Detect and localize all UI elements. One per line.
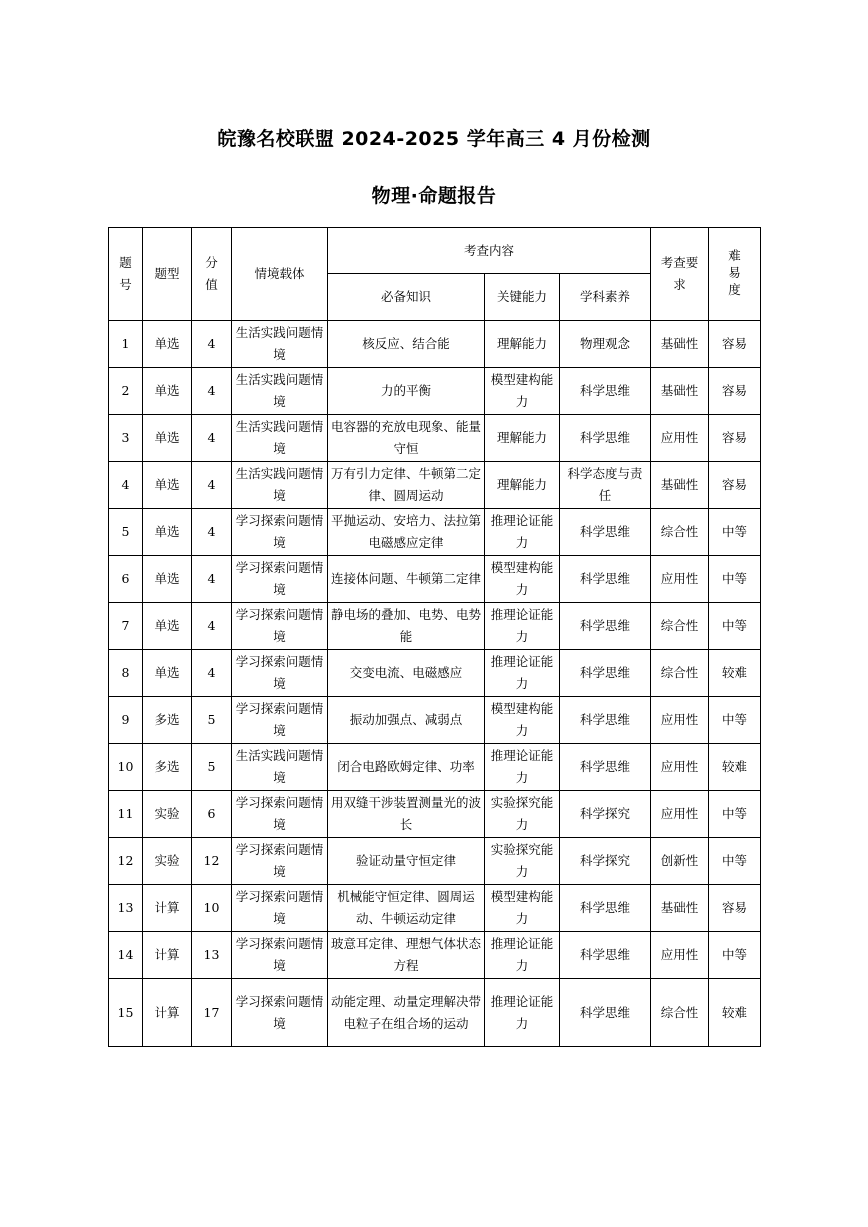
cell-context: 学习探索问题情境 (232, 650, 328, 697)
exam-report-table (108, 227, 761, 1047)
cell-knowledge: 万有引力定律、牛顿第二定律、圆周运动 (328, 462, 485, 509)
cell-score: 13 (192, 932, 232, 979)
cell-context: 生活实践问题情境 (232, 321, 328, 368)
cell-num: 12 (109, 838, 143, 885)
cell-context: 生活实践问题情境 (232, 462, 328, 509)
cell-difficulty: 容易 (709, 885, 761, 932)
header-type: 题型 (143, 228, 192, 321)
cell-score: 10 (192, 885, 232, 932)
header-content-group: 考查内容 (328, 228, 651, 274)
cell-literacy: 科学思维 (560, 415, 651, 462)
cell-requirement: 基础性 (651, 368, 709, 415)
cell-literacy: 科学态度与责任 (560, 462, 651, 509)
cell-difficulty: 容易 (709, 321, 761, 368)
cell-literacy: 科学思维 (560, 603, 651, 650)
cell-requirement: 应用性 (651, 556, 709, 603)
cell-requirement: 综合性 (651, 509, 709, 556)
table-row (109, 697, 761, 744)
cell-context: 学习探索问题情境 (232, 791, 328, 838)
cell-difficulty: 容易 (709, 462, 761, 509)
cell-type: 单选 (143, 462, 192, 509)
cell-requirement: 应用性 (651, 744, 709, 791)
cell-knowledge: 玻意耳定律、理想气体状态方程 (328, 932, 485, 979)
cell-literacy: 科学思维 (560, 744, 651, 791)
cell-num: 2 (109, 368, 143, 415)
cell-knowledge: 用双缝干涉装置测量光的波长 (328, 791, 485, 838)
cell-ability: 模型建构能力 (485, 885, 560, 932)
table-row (109, 603, 761, 650)
cell-requirement: 综合性 (651, 650, 709, 697)
cell-context: 学习探索问题情境 (232, 603, 328, 650)
cell-type: 多选 (143, 744, 192, 791)
cell-context: 生活实践问题情境 (232, 368, 328, 415)
cell-context: 学习探索问题情境 (232, 932, 328, 979)
cell-num: 7 (109, 603, 143, 650)
cell-type: 单选 (143, 650, 192, 697)
cell-ability: 理解能力 (485, 321, 560, 368)
cell-ability: 推理论证能力 (485, 744, 560, 791)
cell-score: 4 (192, 603, 232, 650)
cell-requirement: 应用性 (651, 932, 709, 979)
cell-context: 学习探索问题情境 (232, 838, 328, 885)
cell-ability: 实验探究能力 (485, 838, 560, 885)
cell-literacy: 科学思维 (560, 697, 651, 744)
page-subtitle: 物理·命题报告 (371, 185, 497, 207)
cell-knowledge: 静电场的叠加、电势、电势能 (328, 603, 485, 650)
cell-type: 实验 (143, 791, 192, 838)
cell-ability: 理解能力 (485, 462, 560, 509)
cell-type: 单选 (143, 509, 192, 556)
table-row (109, 791, 761, 838)
cell-context: 学习探索问题情境 (232, 556, 328, 603)
cell-requirement: 综合性 (651, 603, 709, 650)
table-row (109, 509, 761, 556)
cell-ability: 模型建构能力 (485, 556, 560, 603)
cell-difficulty: 中等 (709, 697, 761, 744)
cell-knowledge: 平抛运动、安培力、法拉第电磁感应定律 (328, 509, 485, 556)
cell-score: 4 (192, 368, 232, 415)
page-title: 皖豫名校联盟 2024-2025 学年高三 4 月份检测 (217, 128, 651, 150)
table-row (109, 368, 761, 415)
cell-requirement: 基础性 (651, 462, 709, 509)
header-literacy: 学科素养 (560, 274, 651, 321)
table-row (109, 744, 761, 791)
cell-knowledge: 振动加强点、减弱点 (328, 697, 485, 744)
cell-knowledge: 力的平衡 (328, 368, 485, 415)
cell-literacy: 科学探究 (560, 838, 651, 885)
cell-difficulty: 较难 (709, 979, 761, 1047)
table-row (109, 462, 761, 509)
cell-score: 5 (192, 744, 232, 791)
cell-type: 单选 (143, 415, 192, 462)
cell-requirement: 应用性 (651, 791, 709, 838)
header-requirement: 考查要求 (651, 228, 709, 321)
cell-type: 计算 (143, 979, 192, 1047)
cell-num: 15 (109, 979, 143, 1047)
cell-knowledge: 验证动量守恒定律 (328, 838, 485, 885)
cell-requirement: 创新性 (651, 838, 709, 885)
cell-num: 8 (109, 650, 143, 697)
cell-difficulty: 容易 (709, 415, 761, 462)
table-row (109, 932, 761, 979)
cell-ability: 模型建构能力 (485, 368, 560, 415)
cell-num: 14 (109, 932, 143, 979)
cell-type: 实验 (143, 838, 192, 885)
cell-context: 生活实践问题情境 (232, 744, 328, 791)
cell-type: 单选 (143, 556, 192, 603)
cell-difficulty: 中等 (709, 932, 761, 979)
cell-context: 学习探索问题情境 (232, 697, 328, 744)
cell-knowledge: 闭合电路欧姆定律、功率 (328, 744, 485, 791)
cell-requirement: 综合性 (651, 979, 709, 1047)
cell-literacy: 科学思维 (560, 979, 651, 1047)
cell-type: 计算 (143, 932, 192, 979)
cell-type: 单选 (143, 368, 192, 415)
cell-knowledge: 交变电流、电磁感应 (328, 650, 485, 697)
table-row (109, 556, 761, 603)
table-row (109, 650, 761, 697)
cell-difficulty: 中等 (709, 603, 761, 650)
cell-context: 生活实践问题情境 (232, 415, 328, 462)
cell-ability: 模型建构能力 (485, 697, 560, 744)
cell-score: 4 (192, 415, 232, 462)
cell-num: 9 (109, 697, 143, 744)
cell-ability: 推理论证能力 (485, 932, 560, 979)
table-row (109, 838, 761, 885)
cell-num: 1 (109, 321, 143, 368)
cell-score: 4 (192, 509, 232, 556)
cell-context: 学习探索问题情境 (232, 979, 328, 1047)
cell-type: 计算 (143, 885, 192, 932)
cell-score: 4 (192, 462, 232, 509)
header-num: 题号 (109, 228, 143, 321)
cell-difficulty: 较难 (709, 744, 761, 791)
table-row (109, 979, 761, 1047)
cell-literacy: 科学思维 (560, 368, 651, 415)
cell-literacy: 科学思维 (560, 932, 651, 979)
cell-type: 单选 (143, 603, 192, 650)
cell-ability: 实验探究能力 (485, 791, 560, 838)
cell-difficulty: 较难 (709, 650, 761, 697)
cell-literacy: 物理观念 (560, 321, 651, 368)
cell-score: 4 (192, 650, 232, 697)
cell-ability: 理解能力 (485, 415, 560, 462)
cell-type: 多选 (143, 697, 192, 744)
table-row (109, 885, 761, 932)
header-ability: 关键能力 (485, 274, 560, 321)
cell-literacy: 科学探究 (560, 791, 651, 838)
cell-type: 单选 (143, 321, 192, 368)
table-row (109, 415, 761, 462)
cell-score: 12 (192, 838, 232, 885)
cell-score: 5 (192, 697, 232, 744)
cell-literacy: 科学思维 (560, 556, 651, 603)
header-context: 情境载体 (232, 228, 328, 321)
cell-score: 17 (192, 979, 232, 1047)
cell-ability: 推理论证能力 (485, 979, 560, 1047)
header-knowledge: 必备知识 (328, 274, 485, 321)
cell-num: 4 (109, 462, 143, 509)
cell-num: 3 (109, 415, 143, 462)
cell-difficulty: 中等 (709, 509, 761, 556)
cell-score: 4 (192, 321, 232, 368)
cell-requirement: 基础性 (651, 321, 709, 368)
header-score: 分值 (192, 228, 232, 321)
header-difficulty: 难易度 (709, 228, 761, 321)
cell-ability: 推理论证能力 (485, 603, 560, 650)
cell-difficulty: 中等 (709, 838, 761, 885)
cell-knowledge: 连接体问题、牛顿第二定律 (328, 556, 485, 603)
cell-literacy: 科学思维 (560, 650, 651, 697)
cell-literacy: 科学思维 (560, 885, 651, 932)
cell-ability: 推理论证能力 (485, 509, 560, 556)
cell-context: 学习探索问题情境 (232, 509, 328, 556)
cell-num: 13 (109, 885, 143, 932)
cell-score: 6 (192, 791, 232, 838)
cell-num: 11 (109, 791, 143, 838)
cell-knowledge: 电容器的充放电现象、能量守恒 (328, 415, 485, 462)
cell-context: 学习探索问题情境 (232, 885, 328, 932)
cell-literacy: 科学思维 (560, 509, 651, 556)
cell-num: 6 (109, 556, 143, 603)
table-row (109, 321, 761, 368)
cell-requirement: 应用性 (651, 697, 709, 744)
cell-difficulty: 容易 (709, 368, 761, 415)
cell-knowledge: 机械能守恒定律、圆周运动、牛顿运动定律 (328, 885, 485, 932)
cell-score: 4 (192, 556, 232, 603)
cell-requirement: 基础性 (651, 885, 709, 932)
cell-num: 5 (109, 509, 143, 556)
cell-knowledge: 核反应、结合能 (328, 321, 485, 368)
cell-difficulty: 中等 (709, 556, 761, 603)
cell-difficulty: 中等 (709, 791, 761, 838)
cell-requirement: 应用性 (651, 415, 709, 462)
cell-knowledge: 动能定理、动量定理解决带电粒子在组合场的运动 (328, 979, 485, 1047)
cell-ability: 推理论证能力 (485, 650, 560, 697)
cell-num: 10 (109, 744, 143, 791)
